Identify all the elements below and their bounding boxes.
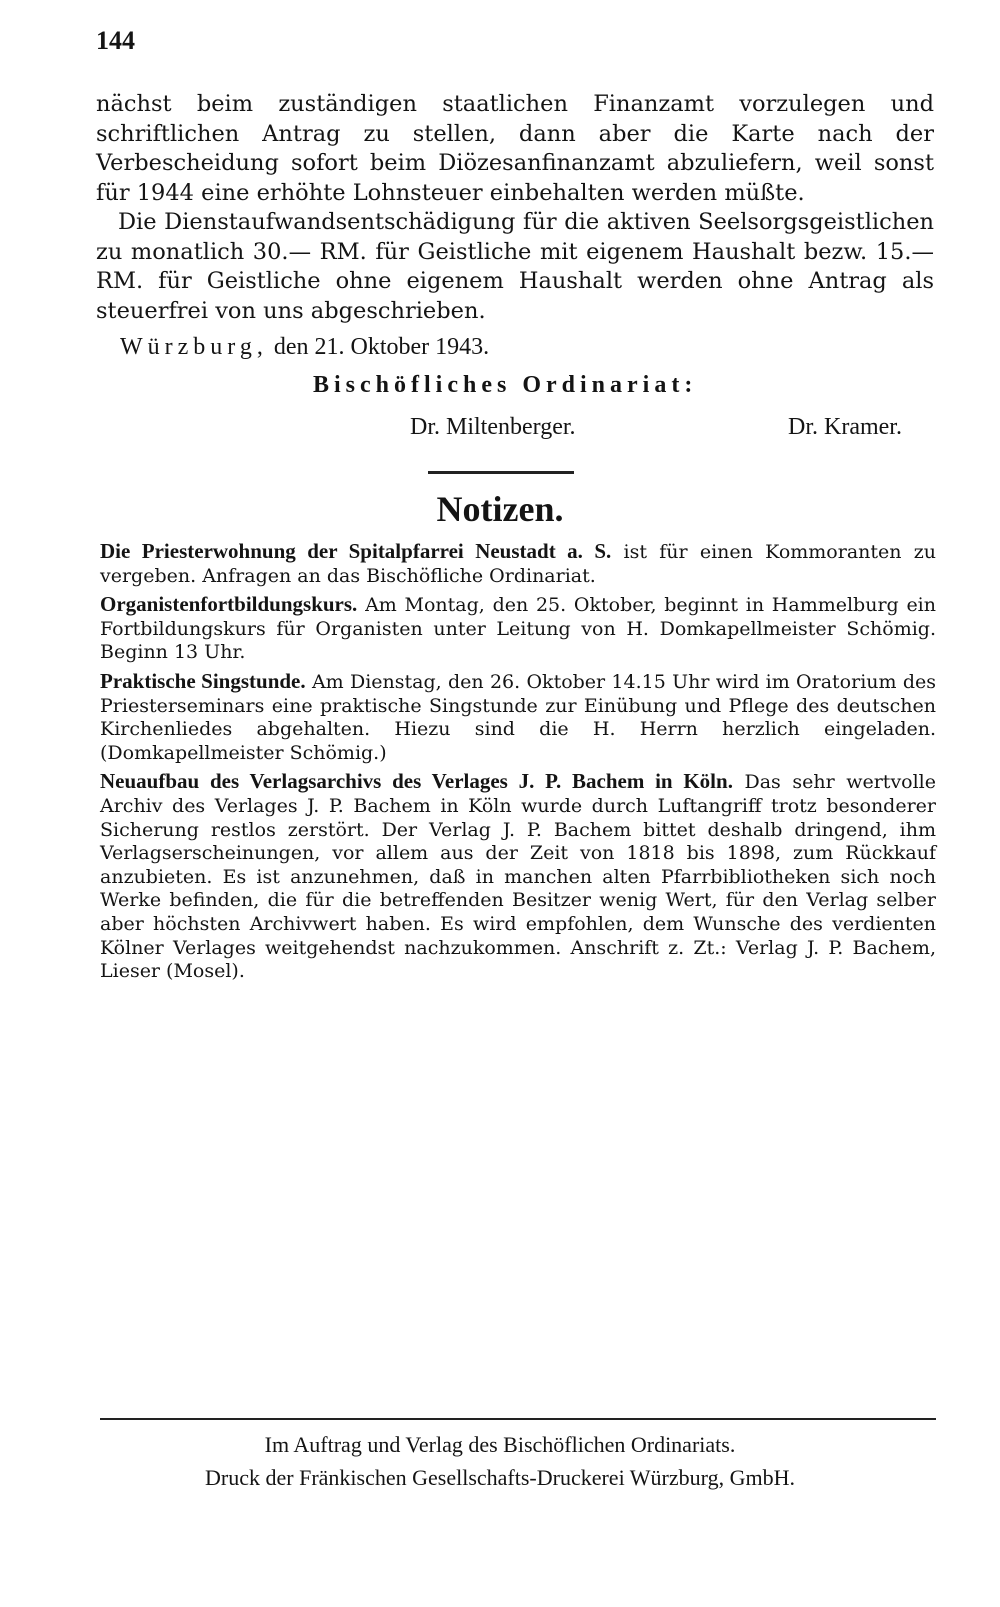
note-item <box>100 540 936 588</box>
dateline <box>120 334 489 361</box>
note-text: Das sehr wertvolle Archiv des Verlages J. P. Bachem in Köln wurde durch Luftangriff trotz besonderer Sicherung restlos zerstört. Der Verlag J. P. Bachem bittet deshalb dringend, ihm Verlagserscheinungen, vor allem aus der Zeit von 1818 bis 1898, zum Rückkauf anzubieten. Es ist anzunehmen, daß in manchen alten Pfarrbibliotheken sich noch Werke befinden, die für die betreffenden Besitzer wenig Wert, für den Verlag selber aber höchsten Archivwert haben. Es wird empfohlen, dem Wunsche des verdienten Kölner Verlages weitgehendst nachzukommen. Anschrift z. Zt.: Verlag J. P. Bachem, Lieser (Mosel). <box>100 771 937 983</box>
issuing-office: Bischöfliches Ordinariat: <box>313 372 698 398</box>
note-item <box>100 770 936 983</box>
note-heading: Die Priesterwohnung der Spitalpfarrei Neustadt a. S. <box>100 539 612 563</box>
note-item <box>100 670 936 765</box>
note-heading: Neuaufbau des Verlagsarchivs des Verlages J. P. Bachem in Köln. <box>100 769 733 794</box>
section-title: Notizen. <box>436 489 564 529</box>
dateline-place: Würzburg, <box>120 334 268 360</box>
page-number: 144 <box>96 26 135 55</box>
footer-line: Im Auftrag und Verlag des Bischöflichen Ordinariats. <box>264 1432 736 1457</box>
signature: Dr. Miltenberger. <box>410 414 576 440</box>
signature: Dr. Kramer. <box>788 414 902 440</box>
body-paragraph: nächst beim zuständigen staatlichen Finanzamt vorzulegen und schriftlichen Antrag zu stellen, dann aber die Karte nach der Verbescheidung sofort beim Diözesanfinanzamt abzuliefern, weil sonst für 1944 eine erhöhte Lohnsteuer einbehalten werden müßte. <box>96 91 934 206</box>
body-paragraph: Die Dienstaufwandsentschädigung für die aktiven Seelsorgsgeistlichen zu monatlich 30.— RM. für Geistliche mit eigenem Haushalt bezw. 15.— RM. für Geistliche ohne eigenem Haushalt werden ohne Antrag als steuerfrei von uns abgeschrieben. <box>96 209 934 324</box>
note-text: Am Montag, den 25. Oktober, beginnt in Hammelburg ein Fortbildungskurs für Organisten unter Leitung von H. Domkapellmeister Schömig. Beginn 13 Uhr. <box>100 594 936 664</box>
notes-list <box>100 540 936 989</box>
footer-line: Druck der Fränkischen Gesellschafts-Druckerei Würzburg, GmbH. <box>205 1465 795 1490</box>
divider <box>100 1418 936 1420</box>
note-item <box>100 593 936 665</box>
note-heading: Praktische Singstunde. <box>100 668 306 693</box>
dateline-date: den 21. Oktober 1943. <box>273 334 490 360</box>
divider <box>428 471 574 474</box>
note-heading: Organistenfortbildungskurs. <box>100 592 358 617</box>
note-text: ist für einen Kommoranten zu vergeben. Anfragen an das Bischöfliche Ordinariat. <box>100 541 936 587</box>
note-text: Am Dienstag, den 26. Oktober 14.15 Uhr wird im Oratorium des Priesterseminars eine praktische Singstunde zur Einübung und Pflege des deutschen Kirchenliedes abgehalten. Hiezu sind die H. Herrn herzlich eingeladen. (Domkapellmeister Schömig.) <box>100 670 936 764</box>
